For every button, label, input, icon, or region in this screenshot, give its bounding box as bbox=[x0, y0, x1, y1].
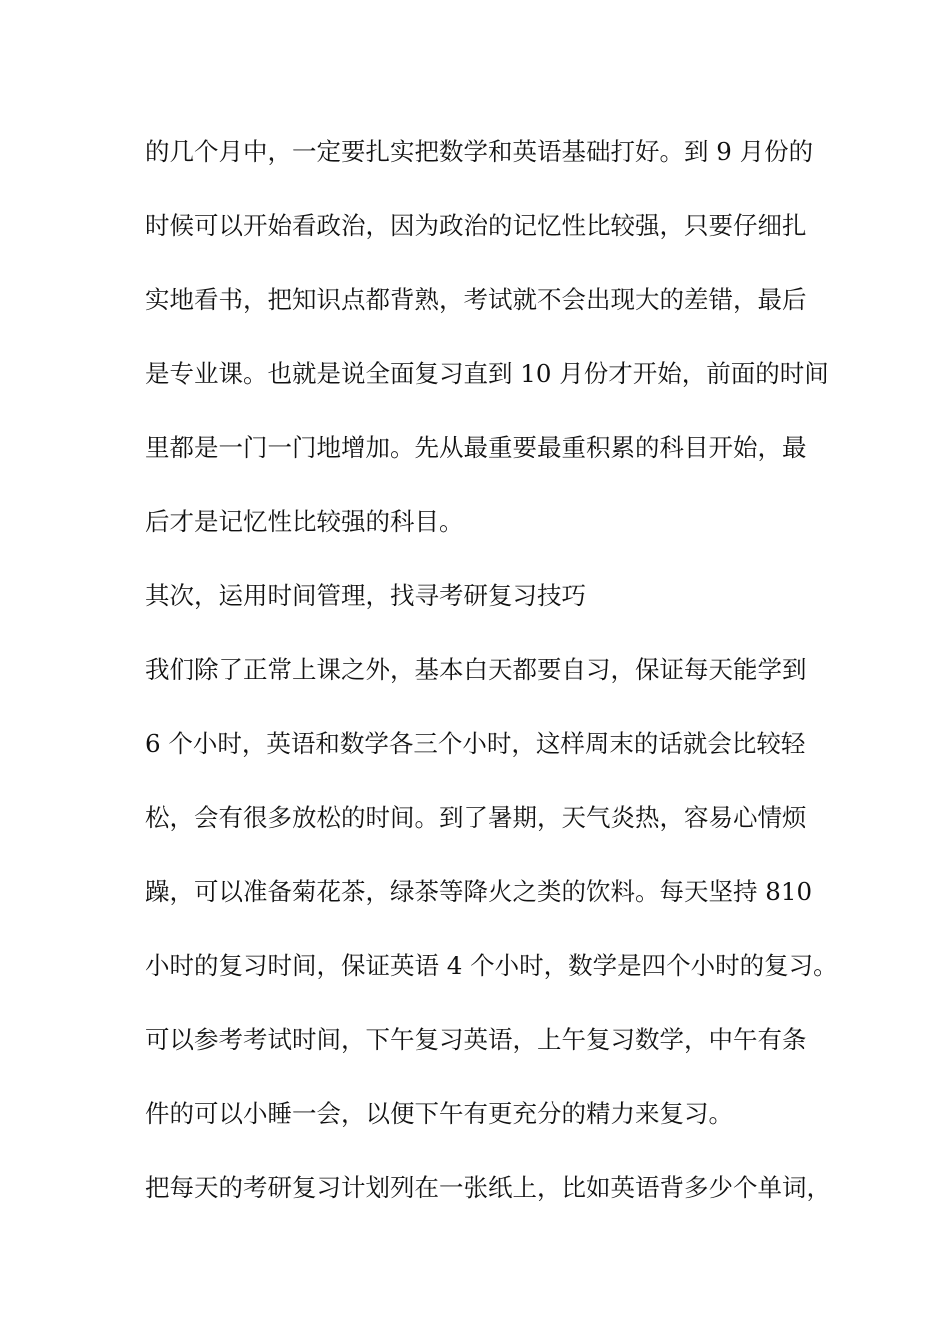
paragraph-line: 可以参考考试时间，下午复习英语，上午复习数学，中午有条 bbox=[145, 1025, 807, 1054]
paragraph-line: 实地看书，把知识点都背熟，考试就不会出现大的差错，最后 bbox=[145, 285, 807, 314]
paragraph-line: 件的可以小睡一会，以便下午有更充分的精力来复习。 bbox=[145, 1099, 733, 1128]
section-heading: 其次，运用时间管理，找寻考研复习技巧 bbox=[145, 581, 586, 610]
paragraph-line: 把每天的考研复习计划列在一张纸上，比如英语背多少个单词， bbox=[145, 1173, 831, 1202]
paragraph-line: 时候可以开始看政治，因为政治的记忆性比较强，只要仔细扎 bbox=[145, 211, 807, 240]
paragraph-line: 里都是一门一门地增加。先从最重要最重积累的科目开始，最 bbox=[145, 433, 807, 462]
paragraph-line: 是专业课。也就是说全面复习直到 10 月份才开始，前面的时间 bbox=[145, 359, 829, 388]
paragraph-line: 松，会有很多放松的时间。到了暑期，天气炎热，容易心情烦 bbox=[145, 803, 807, 832]
paragraph-line: 我们除了正常上课之外，基本白天都要自习，保证每天能学到 bbox=[145, 655, 807, 684]
paragraph-line: 躁，可以准备菊花茶，绿茶等降火之类的饮料。每天坚持 810 bbox=[145, 877, 813, 906]
paragraph-line: 6 个小时，英语和数学各三个小时，这样周末的话就会比较轻 bbox=[145, 729, 806, 758]
paragraph-line: 的几个月中，一定要扎实把数学和英语基础打好。到 9 月份的 bbox=[145, 137, 814, 166]
paragraph-line: 后才是记忆性比较强的科目。 bbox=[145, 507, 464, 536]
paragraph-line: 小时的复习时间，保证英语 4 个小时，数学是四个小时的复习。 bbox=[145, 951, 838, 980]
